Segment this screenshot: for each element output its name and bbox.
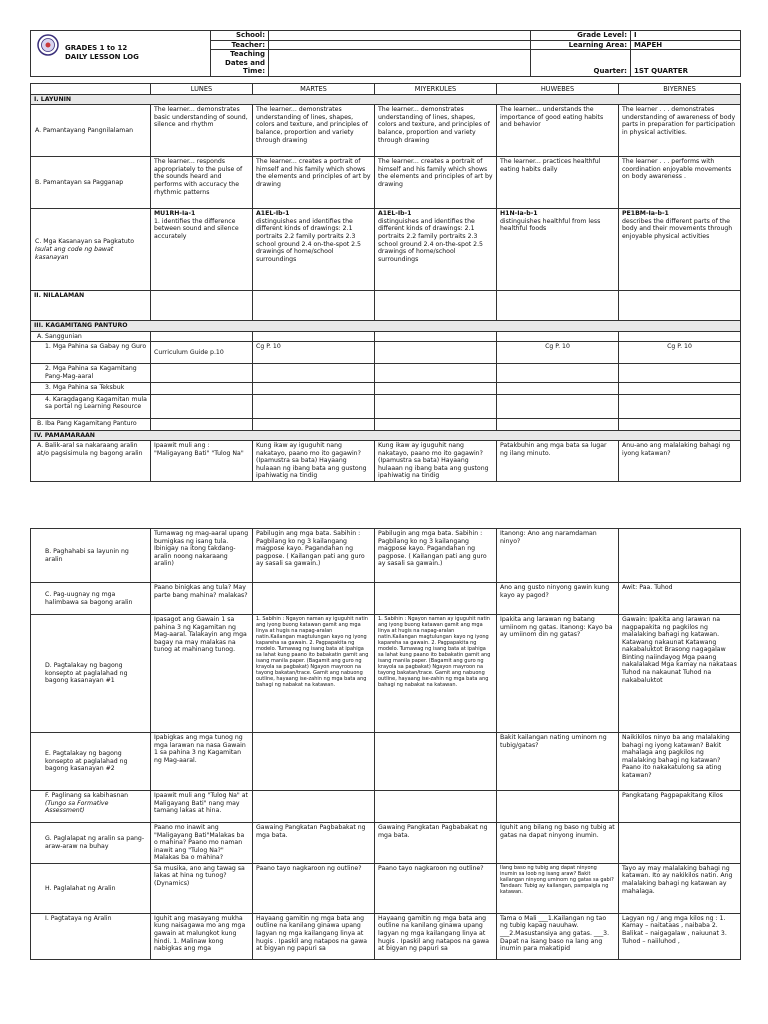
cell-b-huwebes: The learner... practices healthful eating habits daily [497, 157, 619, 209]
row-label-paglinang [31, 791, 151, 823]
cell-sang-4 [497, 331, 619, 342]
row-label-pagtataya: I. Pagtataya ng Aralin [31, 913, 151, 959]
text-c-miyerkules: distinguishes and identifies the different kinds of drawings: 2.1 portraits 2.2 family portraits 2.3 school ground 2.4 on-the-spot 2.5 drawings of home/school surroundings [378, 217, 483, 263]
cell-k3-1 [151, 382, 253, 394]
cell-a-huwebes: The learner... understands the importance of good eating habits and behavior [497, 105, 619, 157]
text-c-huwebes: distinguishes healthful from less healthful foods [500, 217, 601, 233]
cell-b-biyernes: The learner . . . performs with coordination enjoyable movements on body awareness . [619, 157, 741, 209]
text-c-biyernes: describes the different parts of the body and their movements through enjoyable physical activities [622, 217, 733, 240]
row-label-pagtalakay-1: D. Pagtalakay ng bagong konsepto at paglalahad ng bagong kasanayan #1 [31, 615, 151, 733]
title-cell [31, 31, 211, 77]
row-label-sanggunian: A. Sanggunian [31, 331, 151, 342]
cell-sang-1 [151, 331, 253, 342]
cell-kb-2 [253, 418, 375, 430]
lesson-table-2 [30, 528, 741, 960]
cell-p2g-lunes: Paano mo inawit ang "Maligayang Bati"Malakas ba o mahina? Paano mo naman inawit ang "Tulog Na?" Malakas ba o mahina? [151, 823, 253, 864]
cell-p2b-miyerkules: Pabilugin ang mga bata. Sabihin : Pagbilang ko ng 3 kailangang magpose kayo. Pagandahan ng pagpose. ( Kailangan pati ang guro ay sasali sa gawain.) [375, 529, 497, 583]
day-header-lunes: LUNES [151, 83, 253, 94]
dates-label-1: Teaching Dates and [225, 50, 265, 67]
section-kagamitan: III. KAGAMITANG PANTURO [31, 321, 741, 332]
cell-k3-4 [497, 382, 619, 394]
cell-p2h-huwebes: Ilang baso ng tubig ang dapat ninyong inumin sa loob ng isang araw? Bakit kailangan ninyong uminom ng gatas sa gabi? Tandaan: Tubig ay kailangan, pampaigla ng katawan. [497, 863, 619, 913]
day-header-huwebes: HUWEBES [497, 83, 619, 94]
cell-k4-3 [375, 394, 497, 418]
day-header-martes: MARTES [253, 83, 375, 94]
cell-kb-1 [151, 418, 253, 430]
row-label-pagtalakay-2: E. Pagtalakay ng bagong konsepto at paglalahad ng bagong kasanayan #2 [31, 733, 151, 791]
row-label-kasanayan-text: C. Mga Kasanayan sa Pagkatuto [35, 238, 135, 246]
cell-p2d-miyerkules: 1. Sabihin : Ngayon naman ay iguguhit natin ang iyong buong katawan gamit ang mga linya at hugis na napag-aralan natin.Kailangan magtulungan kayo ng iyong kapareha sa gawain. 2. Pagpapakita ng modelo. Tumawag ng isang bata at ipahiga sa lahat kung paano ito babakatin gamit ang isang manila paper. (Bagamit ang guro ng krayola sa pagbakat) Ngayon mayroon na tayong bakatan/trace. Gamit ang nabuong outline, hayaang ise-zahin ng mga bata ang bahagi ng nabakat na katawan. [375, 615, 497, 733]
cell-kb-3 [375, 418, 497, 430]
section-nilalaman: II. NILALAMAN [31, 291, 151, 321]
cell-p2f-martes [253, 791, 375, 823]
quarter-label: Quarter: [531, 50, 631, 77]
cell-p2g-huwebes: Iguhit ang bilang ng baso ng tubig at gatas na dapat ninyong inumin. [497, 823, 619, 864]
deped-seal-icon [37, 34, 59, 56]
title-line-1: GRADES 1 to 12 [65, 44, 128, 53]
row-label-balik-aral: A. Balik-aral sa nakaraang aralin at/o pagsisimula ng bagong aralin [31, 441, 151, 482]
cell-p2d-lunes: Ipasagot ang Gawain 1 sa pahina 3 ng Kagamitan ng Mag-aaral. Talakayin ang mga bagay na may malakas na tunog at mahinang tunog. [151, 615, 253, 733]
row-label-gabay-guro: 1. Mga Pahina sa Gabay ng Guro [31, 342, 151, 364]
cell-p2i-miyerkules: Hayaang gamitin ng mga bata ang outline na kanilang ginawa upang lagyan ng mga kailangang linya at hugis . Ipaskil ang natapos na gawa at bigyan ng papuri sa [375, 913, 497, 959]
cell-k4-2 [253, 394, 375, 418]
cell-balik-miyerkules: Kung ikaw ay iguguhit nang nakatayo, paano mo ito gagawin? (Ipamustra sa bata) Hayaang hulaaan ng ibang bata ang gustong ipahiwatig na tindig [375, 441, 497, 482]
cell-p2d-huwebes: Ipakita ang larawan ng batang umiinom ng gatas. Itanong: Kayo ba ay umiinom din ng gatas? [497, 615, 619, 733]
cell-balik-lunes: Ipaawit muli ang : "Maligayang Bati" "Tulog Na" [151, 441, 253, 482]
teacher-value [269, 40, 531, 50]
row-label-pag-uugnay: C. Pag-uugnay ng mga halimbawa sa bagong aralin [31, 583, 151, 615]
cell-p2e-martes [253, 733, 375, 791]
cell-p2g-martes: Gawaing Pangkatan Pagbabakat ng mga bata. [253, 823, 375, 864]
day-header-biyernes: BIYERNES [619, 83, 741, 94]
row-label-kasanayan [31, 209, 151, 291]
dates-label [211, 50, 269, 77]
cell-p2e-lunes: Ipabigkas ang mga tunog ng mga larawan na nasa Gawain 1 sa pahina 3 ng Kagamitan ng Mag-aaral. [151, 733, 253, 791]
grade-label: Grade Level: [531, 31, 631, 41]
cell-p2c-miyerkules [375, 583, 497, 615]
code-miyerkules: A1EL-Ib-1 [378, 210, 412, 218]
cell-p2i-biyernes: Lagyan ng / ang mga kilos ng : 1. Kamay – naitataas , naibaba 2. Balikat – naigagalaw , naiuunat 3. Tuhod – naiiluhod , [619, 913, 741, 959]
cell-b-miyerkules: The learner... creates a portrait of himself and his family which shows the elements and principles of art by drawing [375, 157, 497, 209]
grade-value: I [631, 31, 741, 41]
cell-k4-1 [151, 394, 253, 418]
cell-k4-5 [619, 394, 741, 418]
cell-p2b-martes: Pabilugin ang mga bata. Sabihin : Pagbilang ko ng 3 kailangang magpose kayo. Pagandahan ng pagpose. ( Kailangan pati ang guro ay sasali sa gawain.) [253, 529, 375, 583]
cell-p2i-lunes: Iguhit ang masayang mukha kung naisagawa mo ang mga gawain at malungkot kung hindi. 1. Malinaw kong nabigkas ang mga [151, 913, 253, 959]
row-label-kasanayan-sub: Isulat ang code ng bawat kasanayan [35, 245, 114, 261]
dates-value [269, 50, 531, 77]
cell-c-martes [253, 209, 375, 291]
row-label-kagamitang-mag-aaral: 2. Mga Pahina sa Kagamitang Pang-Mag-aaral [31, 364, 151, 382]
cell-kb-5 [619, 418, 741, 430]
cell-k3-5 [619, 382, 741, 394]
cell-sang-5 [619, 331, 741, 342]
cell-gabay-lunes: Curriculum Guide p.10 [151, 342, 253, 364]
cell-c-biyernes [619, 209, 741, 291]
area-value: MAPEH [631, 40, 741, 50]
dll-page-1 [30, 30, 740, 482]
row-label-paglinang-sub: (Tungo sa Formative Assessment) [45, 799, 109, 815]
cell-p2d-biyernes: Gawain: Ipakita ang larawan na nagpapakita ng pagkilos ng malalaking bahagi ng katawan. Katawang nakaunat Katawang nakabaluktot Brasong nagagalaw Binting naiindayog Mga paang nakalalakad Mga kamay na nakataas Tuhod na nakaunat Tuhod na nakabaluktot [619, 615, 741, 733]
cell-p2e-huwebes: Bakit kailangan nating uminom ng tubig/gatas? [497, 733, 619, 791]
text-c-lunes: 1. identifies the difference between sound and silence accurately [154, 217, 239, 240]
cell-p2h-martes: Paano tayo nagkaroon ng outline? [253, 863, 375, 913]
school-value [269, 31, 531, 41]
cell-a-martes: The learner... demonstrates understanding of lines, shapes, colors and texture, and principles of balance, proportion and variety through drawing [253, 105, 375, 157]
row-label-karagdagan: 4. Karagdagang Kagamitan mula sa portal ng Learning Resource [31, 394, 151, 418]
cell-p2i-huwebes: Tama o Mali ___1.Kailangan ng tao ng tubig kapag nauuhaw. ___2.Masustansiya ang gatas. ___3. Dapat na isang baso na lang ang inumin para makatipid [497, 913, 619, 959]
cell-gabay-biyernes: Cg P. 10 [619, 342, 741, 364]
code-huwebes: H1N-Ia-b-1 [500, 210, 538, 218]
dates-label-2: Time: [242, 67, 265, 76]
cell-c-miyerkules [375, 209, 497, 291]
cell-p2b-lunes: Tumawag ng mag-aaral upang bumigkas ng isang tula. Ibinigay na itong takdang-aralin noong nakaraang aralin) [151, 529, 253, 583]
cell-k4-4 [497, 394, 619, 418]
lesson-table-1 [30, 83, 741, 482]
cell-k3-3 [375, 382, 497, 394]
row-label-teksbuk: 3. Mga Pahina sa Teksbuk [31, 382, 151, 394]
cell-k2-1 [151, 364, 253, 382]
row-label-paghahabi: B. Paghahabi sa layunin ng aralin [31, 529, 151, 583]
title-line-2: DAILY LESSON LOG [65, 53, 139, 62]
cell-sang-3 [375, 331, 497, 342]
cell-p2c-biyernes: Awit: Paa. Tuhod [619, 583, 741, 615]
cell-p2h-biyernes: Tayo ay may malalaking bahagi ng katawan. Ito ay nakikilos natin. Ang malalaking bahagi ng katawan ay mahalaga. [619, 863, 741, 913]
cell-k2-2 [253, 364, 375, 382]
teacher-label: Teacher: [211, 40, 269, 50]
day-header-miyerkules: MIYERKULES [375, 83, 497, 94]
cell-c-huwebes [497, 209, 619, 291]
quarter-value: 1ST QUARTER [631, 50, 741, 77]
dll-page-2 [30, 528, 740, 960]
cell-p2e-biyernes: Naikikilos ninyo ba ang malalaking bahagi ng iyong katawan? Bakit mahalaga ang pagkilos ng malalaking bahagi ng katawan? Paano ito nakakatulong sa ating katawan? [619, 733, 741, 791]
cell-p2e-miyerkules [375, 733, 497, 791]
day-header-blank [31, 83, 151, 94]
code-martes: A1EL-Ib-1 [256, 210, 290, 218]
area-label: Learning Area: [531, 40, 631, 50]
cell-gabay-martes: Cg P. 10 [253, 342, 375, 364]
cell-p2f-miyerkules [375, 791, 497, 823]
text-c-martes: distinguishes and identifies the different kinds of drawings: 2.1 portraits 2.2 family portraits 2.3 school ground 2.4 on-the-spot 2.5 drawings of home/school surroundings [256, 217, 361, 263]
cell-p2c-martes [253, 583, 375, 615]
cell-p2h-miyerkules: Paano tayo nagkaroon ng outline? [375, 863, 497, 913]
cell-gabay-huwebes: Cg P. 10 [497, 342, 619, 364]
cell-nilalaman-3 [375, 291, 497, 321]
cell-balik-biyernes: Anu-ano ang malalaking bahagi ng iyong katawan? [619, 441, 741, 482]
cell-p2c-lunes: Paano binigkas ang tula? May parte bang mahina? malakas? [151, 583, 253, 615]
cell-nilalaman-2 [253, 291, 375, 321]
cell-c-lunes [151, 209, 253, 291]
row-label-pamantayan-sa-pagganap: B. Pamantayan sa Pagganap [31, 157, 151, 209]
cell-p2f-lunes: Ipaawit muli ang "Tulog Na" at Maligayang Bati" nang may tamang lakas at hina. [151, 791, 253, 823]
cell-kb-4 [497, 418, 619, 430]
cell-sang-2 [253, 331, 375, 342]
cell-nilalaman-1 [151, 291, 253, 321]
section-layunin: I. LAYUNIN [31, 94, 741, 105]
cell-p2d-martes: 1. Sabihin : Ngayon naman ay iguguhit natin ang iyong buong katawan gamit ang mga linya at hugis na napag-aralan natin.Kailangan magtulungan kayo ng iyong kapareha sa gawain. 2. Pagpapakita ng modelo. Tumawag ng isang bata at ipahiga sa lahat kung paano ito babakatin gamit ang isang manila paper. (Bagamit ang guro ng krayola sa pagbakat) Ngayon mayroon na tayong bakatan/trace. Gamit ang nabuong outline, hayaang ise-zahin ng mga bata ang bahagi ng nabakat na katawan. [253, 615, 375, 733]
cell-p2c-huwebes: Ano ang gusto ninyong gawin kung kayo ay pagod? [497, 583, 619, 615]
header-table [30, 30, 741, 77]
cell-b-lunes: The learner... responds appropriately to the pulse of the sounds heard and performs with accuracy the rhythmic patterns [151, 157, 253, 209]
cell-p2f-huwebes [497, 791, 619, 823]
cell-nilalaman-4 [497, 291, 619, 321]
cell-k2-4 [497, 364, 619, 382]
cell-gabay-miyerkules [375, 342, 497, 364]
cell-p2i-martes: Hayaang gamitin ng mga bata ang outline na kanilang ginawa upang lagyan ng mga kailangang linya at hugis . Ipaskil ang natapos na gawa at bigyan ng papuri sa [253, 913, 375, 959]
cell-p2f-biyernes: Pangkatang Pagpapakitang Kilos [619, 791, 741, 823]
cell-p2b-biyernes [619, 529, 741, 583]
cell-k2-3 [375, 364, 497, 382]
cell-balik-martes: Kung ikaw ay iguguhit nang nakatayo, paano mo ito gagawin? (Ipamustra sa bata) Hayaang hulaaan ng ibang bata ang gustong ipahiwatig na tindig [253, 441, 375, 482]
section-pamamaraan: IV. PAMAMARAAN [31, 430, 741, 441]
row-label-pamantayang-pangnilalaman: A. Pamantayang Pangnilalaman [31, 105, 151, 157]
row-label-iba-pang-kagamitan: B. Iba Pang Kagamitang Panturo [31, 418, 151, 430]
cell-b-martes: The learner... creates a portrait of himself and his family which shows the elements and principles of art by drawing [253, 157, 375, 209]
code-lunes: MU1RH-Ia-1 [154, 210, 196, 218]
cell-k2-5 [619, 364, 741, 382]
cell-a-miyerkules: The learner... demonstrates understanding of lines, shapes, colors and texture, and principles of balance, proportion and variety through drawing [375, 105, 497, 157]
cell-p2g-biyernes [619, 823, 741, 864]
cell-balik-huwebes: Patakbuhin ang mga bata sa lugar ng ilang minuto. [497, 441, 619, 482]
cell-p2b-huwebes: Itanong: Ano ang naramdaman ninyo? [497, 529, 619, 583]
row-label-paglalahat: H. Paglalahat ng Aralin [31, 863, 151, 913]
school-label: School: [211, 31, 269, 41]
cell-nilalaman-5 [619, 291, 741, 321]
cell-a-lunes: The learner... demonstrates basic understanding of sound, silence and rhythm [151, 105, 253, 157]
cell-p2g-miyerkules: Gawaing Pangkatan Pagbabakat ng mga bata. [375, 823, 497, 864]
row-label-paglalapat: G. Paglalapat ng aralin sa pang-araw-araw na buhay [31, 823, 151, 864]
cell-k3-2 [253, 382, 375, 394]
cell-p2h-lunes: Sa musika, ano ang tawag sa lakas at hina ng tunog? (Dynamics) [151, 863, 253, 913]
cell-a-biyernes: The learner . . . demonstrates understanding of awareness of body parts in preparation for participation in physical activities. [619, 105, 741, 157]
code-biyernes: PE1BM-Ia-b-1 [622, 210, 669, 218]
row-label-paglinang-text: F. Paglinang sa kabihasnan [45, 792, 129, 799]
